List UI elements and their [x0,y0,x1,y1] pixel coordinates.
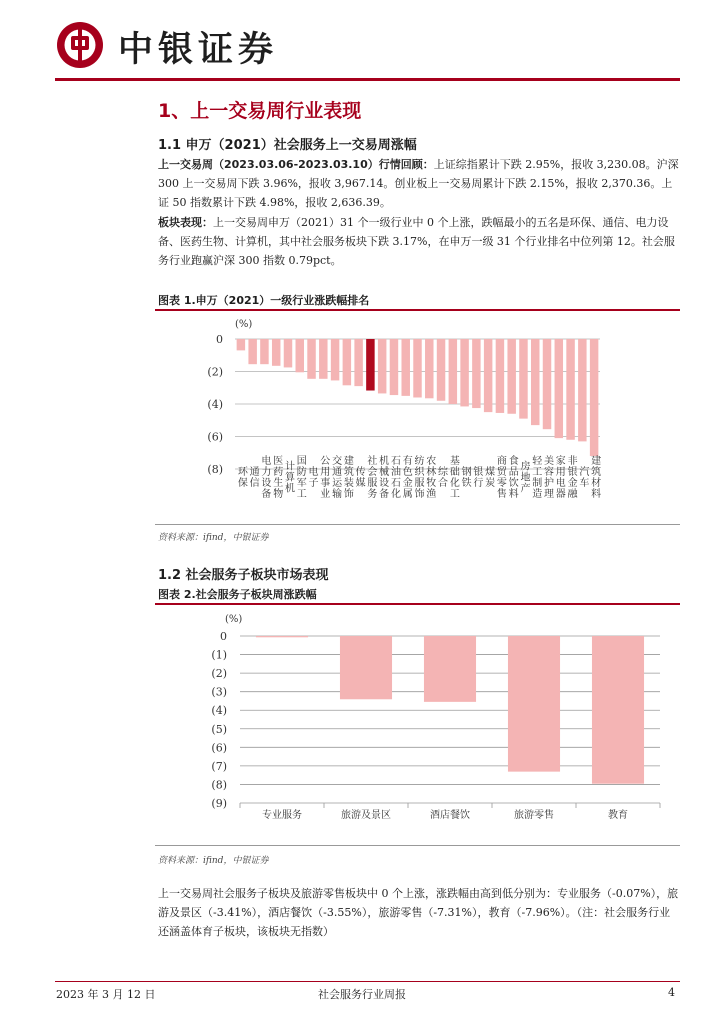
x-category-label: 环保 [235,466,247,488]
y-tick-label: (8) [207,463,223,476]
y-tick-label: (3) [211,685,227,699]
bar-16 [425,339,433,398]
x-category-label: 专业服务 [262,810,302,821]
x-category-label: 钢铁 [459,466,471,488]
x-category-label: 建筑装饰 [341,455,353,499]
subsection-title-1: 1.1 申万（2021）社会服务上一交易周涨幅 [158,138,417,153]
bar-11 [366,339,374,391]
bar-9 [343,339,351,385]
x-category-label: 国防军工 [294,455,306,499]
x-category-label: 传媒 [353,466,365,488]
footer-report-title: 社会服务行业周报 [318,988,406,1001]
bar-28 [566,339,574,440]
bar-26 [543,339,551,429]
figure-2-source: 资料来源：ifind，中银证券 [158,856,269,866]
bar-3 [272,339,280,366]
y-tick-label: (1) [211,648,227,662]
y-tick-label: (2) [211,667,227,681]
figure-2-bottom-rule [155,845,680,846]
y-tick-label: (7) [211,759,227,773]
x-category-label: 综合 [435,466,447,488]
x-category-label: 有色金属 [400,455,412,499]
figure-1-caption: 图表 1.申万（2021）一级行业涨跌幅排名 [158,294,370,307]
bar-27 [555,339,563,438]
sub-sector-chart [155,605,680,845]
company-logo-icon [55,20,105,70]
bar-21 [484,339,492,412]
bar-6 [307,339,315,379]
page-number: 4 [668,986,675,999]
paragraph-lead: 上一交易周（2023.03.06-2023.03.10）行情回顾： [158,158,434,171]
bar-22 [496,339,504,413]
bar-5 [296,339,304,372]
x-category-label: 旅游零售 [514,810,554,821]
y-tick-label: (6) [207,430,223,444]
bar-10 [354,339,362,386]
bar-29 [578,339,586,441]
bar-8 [331,339,339,380]
brand-name: 中银证券 [118,30,279,70]
bar-12 [378,339,386,393]
x-category-label: 电子 [306,466,318,488]
y-tick-label: (8) [211,778,227,792]
paragraph-body: 上一交易周申万（2021）31 个一级行业中 0 个上涨，跌幅最小的五名是环保、通信、电力设备、医药生物、计算机，其中社会服务板块下跌 3.17%，在申万一级 31 个行业排名中位列第 12。社会服务行业跑赢沪深 300 指数 0.79pct。 [158,216,675,267]
section-title: 1、上一交易周行业表现 [158,100,362,122]
x-category-label: 商贸零售 [494,455,506,499]
y-tick-label: (2) [207,365,223,379]
subsection-title-2: 1.2 社会服务子板块市场表现 [158,568,329,583]
x-category-label: 公用事业 [317,455,329,499]
bar-3 [508,636,560,772]
bar-25 [531,339,539,425]
x-category-label: 电力设备 [258,455,270,499]
bar-17 [437,339,445,401]
bar-0 [237,339,245,350]
sector-performance-paragraph [158,213,680,270]
x-category-label: 轻工制造 [529,455,541,499]
figure-1-source: 资料来源：ifind，中银证券 [158,533,269,543]
bar-19 [460,339,468,406]
bar-20 [472,339,480,408]
industry-ranking-chart [155,311,680,526]
x-category-label: 医药生物 [270,455,282,499]
x-category-label: 社会服务 [364,455,376,499]
x-category-label: 银行 [470,466,482,488]
x-category-label: 非银金融 [565,455,577,499]
bar-1 [248,339,256,364]
x-category-label: 交通运输 [329,455,341,499]
figure-2-caption: 图表 2.社会服务子板块周涨跌幅 [158,588,317,601]
x-category-label: 房地产 [517,460,529,494]
footer-rule [55,981,680,982]
x-category-label: 汽车 [576,466,588,488]
x-category-label: 教育 [608,810,628,821]
x-category-label: 酒店餐饮 [430,810,470,821]
y-tick-label: (5) [211,722,227,736]
bar-4 [592,636,644,784]
y-tick-label: 0 [216,333,223,346]
x-category-label: 基础化工 [447,455,459,499]
x-category-label: 农林牧渔 [423,455,435,499]
bar-14 [401,339,409,396]
x-category-label: 建筑材料 [588,455,600,499]
x-category-label: 旅游及景区 [341,810,391,821]
y-tick-label: 0 [220,630,227,643]
footer-date: 2023 年 3 月 12 日 [56,988,156,1001]
sub-sector-summary-paragraph: 上一交易周社会服务子板块及旅游零售板块中 0 个上涨，涨跌幅由高到低分别为：专业服务（-0.07%），旅游及景区（-3.41%），酒店餐饮（-3.55%），旅游零售（-7.31%），教育（-7.96%）。（注：社会服务行业还涵盖体育子板块，该板块无指数） [158,887,679,938]
bar-1 [340,636,392,699]
market-review-paragraph [158,155,680,212]
y-tick-label: (4) [207,398,223,411]
x-category-label: 家用电器 [553,455,565,499]
x-category-label: 石油石化 [388,455,400,499]
y-tick-label: (4) [211,704,227,718]
bar-4 [284,339,292,367]
x-category-label: 美容护理 [541,455,553,499]
x-category-label: 纺织服饰 [412,455,423,499]
header-rule [55,78,680,81]
x-category-label: 机械设备 [376,455,388,499]
bar-0 [256,636,308,637]
paragraph-lead: 板块表现： [158,216,213,229]
bar-2 [260,339,268,364]
y-tick-label: (9) [211,797,227,810]
y-axis-unit: (%) [235,319,253,330]
paragraph-body: 上证综指累计下跌 2.95%，报收 3,230.08。沪深 300 上一交易周下跌 3.96%，报收 3,967.14。创业板上一交易周累计下跌 2.15%，报收 2,370.36。上证 50 指数累计下跌 4.98%，报收 2,636.39。 [158,158,679,209]
bar-7 [319,339,327,379]
y-tick-label: (6) [211,741,227,755]
bar-15 [413,339,421,398]
x-category-label: 煤炭 [482,466,494,488]
bar-30 [590,339,598,456]
x-category-label: 通信 [247,466,259,488]
x-category-label: 食品饮料 [506,455,518,499]
y-axis-unit: (%) [225,614,243,625]
bar-2 [424,636,476,702]
figure-1-bottom-rule [155,524,680,525]
bar-23 [507,339,515,414]
bar-13 [390,339,398,395]
x-category-label: 计算机 [282,460,294,494]
bar-18 [449,339,457,404]
bar-24 [519,339,527,419]
